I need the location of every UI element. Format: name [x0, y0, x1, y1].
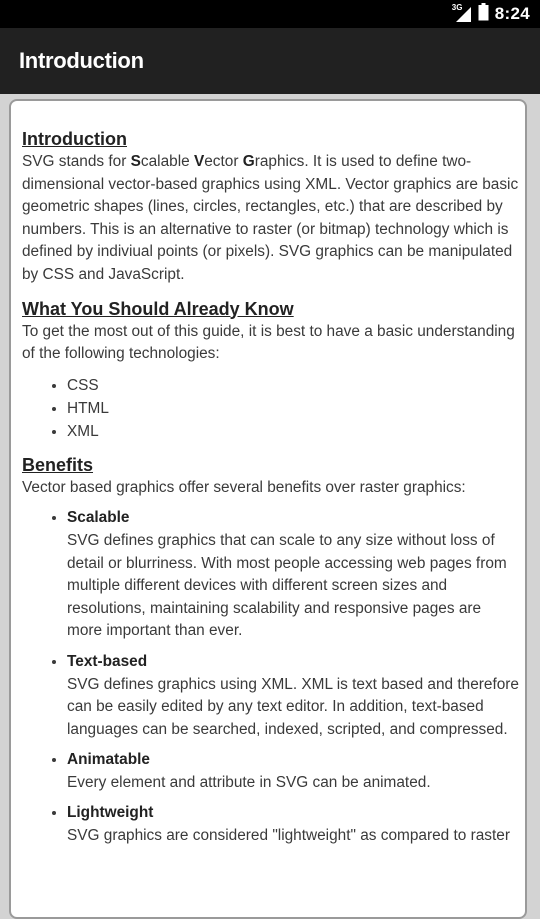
benefit-name: • Scalable — [67, 509, 130, 527]
app-bar — [0, 28, 540, 94]
prereq-paragraph: To get the most out of this guide, it is best to have a basic understanding of the following technologies: — [22, 322, 515, 363]
list-item: • HTML — [67, 397, 520, 420]
benefit-name: • Text-based — [67, 652, 148, 670]
list-item: • CSS — [67, 374, 520, 397]
benefit-name: • Lightweight — [67, 804, 154, 822]
benefit-description: SVG defines graphics that can scale to any size without loss of detail or blurriness. With most people accessing web pages from multiple different devices with different screen sizes and resolutions, maintaining scalability and responsive pages are more important than ever. — [67, 531, 507, 640]
content-card[interactable] — [9, 99, 527, 919]
prereq-list — [22, 374, 520, 443]
benefit-description: Every element and attribute in SVG can be animated. — [67, 773, 431, 791]
intro-text-v: V — [193, 153, 205, 170]
section-heading-introduction: Introduction — [22, 129, 127, 149]
status-icons — [452, 0, 530, 28]
section-heading-prerequisites: What You Should Already Know — [22, 298, 294, 319]
benefits-list — [22, 507, 520, 847]
list-item — [67, 749, 520, 794]
list-item — [67, 507, 520, 643]
status-bar — [0, 0, 540, 28]
benefit-description: SVG defines graphics using XML. XML is text based and therefore can be easily edited by any text editor. In addition, text-based languages can be searched, indexed, scripted, and compressed. — [67, 675, 519, 738]
intro-text: ector — [204, 153, 243, 170]
list-item: • XML — [67, 420, 520, 443]
intro-text-g: G — [242, 153, 255, 170]
battery-icon — [478, 3, 489, 26]
signal-icon — [452, 5, 472, 23]
benefits-paragraph: Vector based graphics offer several benefits over raster graphics: — [22, 478, 466, 496]
network-type-label: 3G — [451, 3, 463, 12]
intro-paragraph — [22, 151, 520, 287]
intro-text: calable — [140, 153, 194, 170]
intro-text: raphics. It is used to define two-dimensional vector-based graphics using XML. Vector graphics are basic geometric shapes (lines, circles, rectangles, etc.) that are described by numbers. This is an alternative to raster (or bitmap) technology which is defined by indiviual points (or pixels). SVG graphics can be manipulated by CSS and JavaScript. — [22, 153, 519, 283]
list-item — [67, 802, 520, 847]
intro-text: SVG stands for — [22, 153, 131, 170]
benefit-name: • Animatable — [67, 751, 150, 769]
list-item — [67, 651, 520, 741]
page-title: Introduction — [19, 48, 144, 73]
status-time: 8:24 — [494, 4, 530, 23]
section-heading-benefits: Benefits — [22, 454, 94, 475]
article — [22, 127, 520, 856]
intro-text-s: S — [130, 153, 141, 170]
benefit-description: SVG graphics are considered "lightweight" as compared to raster — [67, 827, 510, 845]
